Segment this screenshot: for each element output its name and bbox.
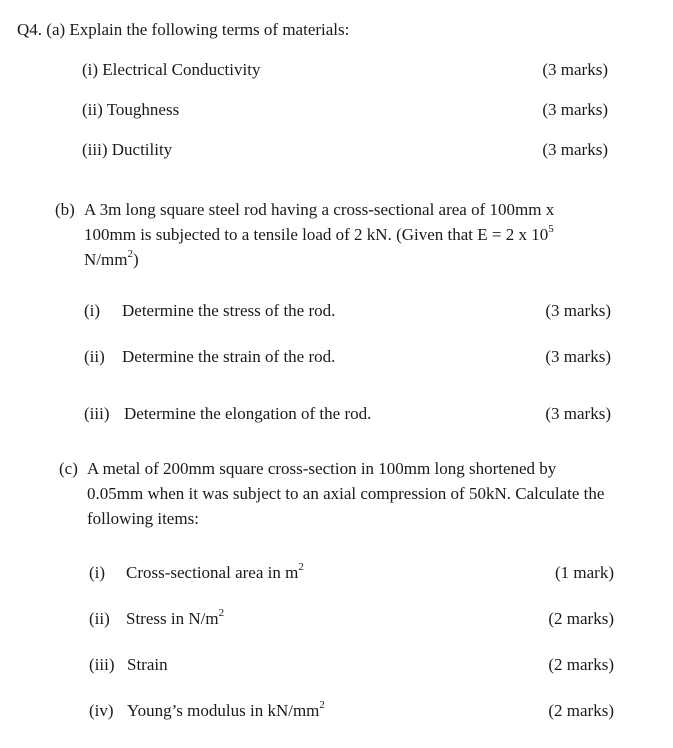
part-c-item-3-num: (iii) — [89, 655, 115, 674]
part-b-letter: (b) — [55, 200, 75, 219]
part-c-item-4-num: (iv) — [89, 701, 114, 720]
part-b-close-paren: ) — [132, 250, 139, 269]
part-c-letter: (c) — [59, 459, 78, 478]
part-a-item-1-marks: (3 marks) — [542, 60, 608, 79]
question-header: Q4. (a) Explain the following terms of materials: — [17, 20, 350, 39]
part-b-item-3-marks: (3 marks) — [545, 404, 611, 423]
part-a-item-2: (ii) Toughness — [82, 100, 180, 119]
part-b-item-2-text: Determine the strain of the rod. — [122, 347, 336, 366]
part-c-item-4-exponent: 2 — [319, 699, 325, 712]
part-b-line-2 — [84, 225, 554, 245]
part-b-item-3-text: Determine the elongation of the rod. — [124, 404, 372, 423]
part-c-item-3-label: Strain — [127, 655, 168, 674]
part-c-item-2-exponent: 2 — [218, 607, 225, 620]
part-c-item-1-marks: (1 mark) — [554, 563, 614, 582]
part-b-item-1-num: (i) — [84, 301, 101, 320]
part-c-item-2-num: (ii) — [89, 609, 110, 628]
part-b-item-1-marks: (3 marks) — [545, 301, 611, 320]
part-b-item-2-marks: (3 marks) — [545, 347, 611, 366]
part-a-item-3-marks: (3 marks) — [542, 140, 608, 159]
part-c-line-2: 0.05mm when it was subject to an axial compression of 50kN. Calculate the — [87, 484, 605, 503]
part-b-item-3-num: (iii) — [84, 404, 110, 423]
part-c-line-1: A metal of 200mm square cross-section in 100mm long shortened by — [87, 459, 557, 478]
part-c-item-4-text — [127, 701, 325, 721]
part-b-line-3 — [84, 250, 139, 270]
part-b-item-2-num: (ii) — [84, 347, 105, 366]
part-b-exponent: 5 — [548, 223, 554, 236]
part-c-item-1-text — [126, 563, 304, 583]
part-a-item-3: (iii) Ductility — [82, 140, 173, 159]
part-c-item-4-label: Young’s modulus in kN/mm — [127, 701, 320, 720]
part-b-line-1: A 3m long square steel rod having a cross-sectional area of 100mm x — [84, 200, 555, 219]
part-a-item-2-marks: (3 marks) — [542, 100, 608, 119]
part-c-item-1-exponent: 2 — [298, 561, 304, 574]
part-c-item-2-text — [126, 609, 224, 629]
part-c-item-1-num: (i) — [89, 563, 106, 582]
part-c-item-3-marks: (2 marks) — [548, 655, 614, 674]
part-c-item-4-marks: (2 marks) — [548, 701, 614, 720]
part-a-item-1: (i) Electrical Conductivity — [82, 60, 261, 79]
part-b-line-2-text: 100mm is subjected to a tensile load of 2 kN. (Given that E = 2 x 10 — [84, 225, 549, 244]
part-b-unit: N/mm — [84, 250, 128, 269]
part-b-item-1-text: Determine the stress of the rod. — [122, 301, 336, 320]
part-c-item-1-label: Cross-sectional area in m — [126, 563, 299, 582]
part-c-line-3: following items: — [87, 509, 199, 528]
part-c-item-2-marks: (2 marks) — [548, 609, 614, 628]
part-c-item-3-text — [127, 655, 168, 675]
part-b-unit-exponent: 2 — [127, 248, 133, 261]
part-c-item-2-label: Stress in N/m — [126, 609, 219, 628]
